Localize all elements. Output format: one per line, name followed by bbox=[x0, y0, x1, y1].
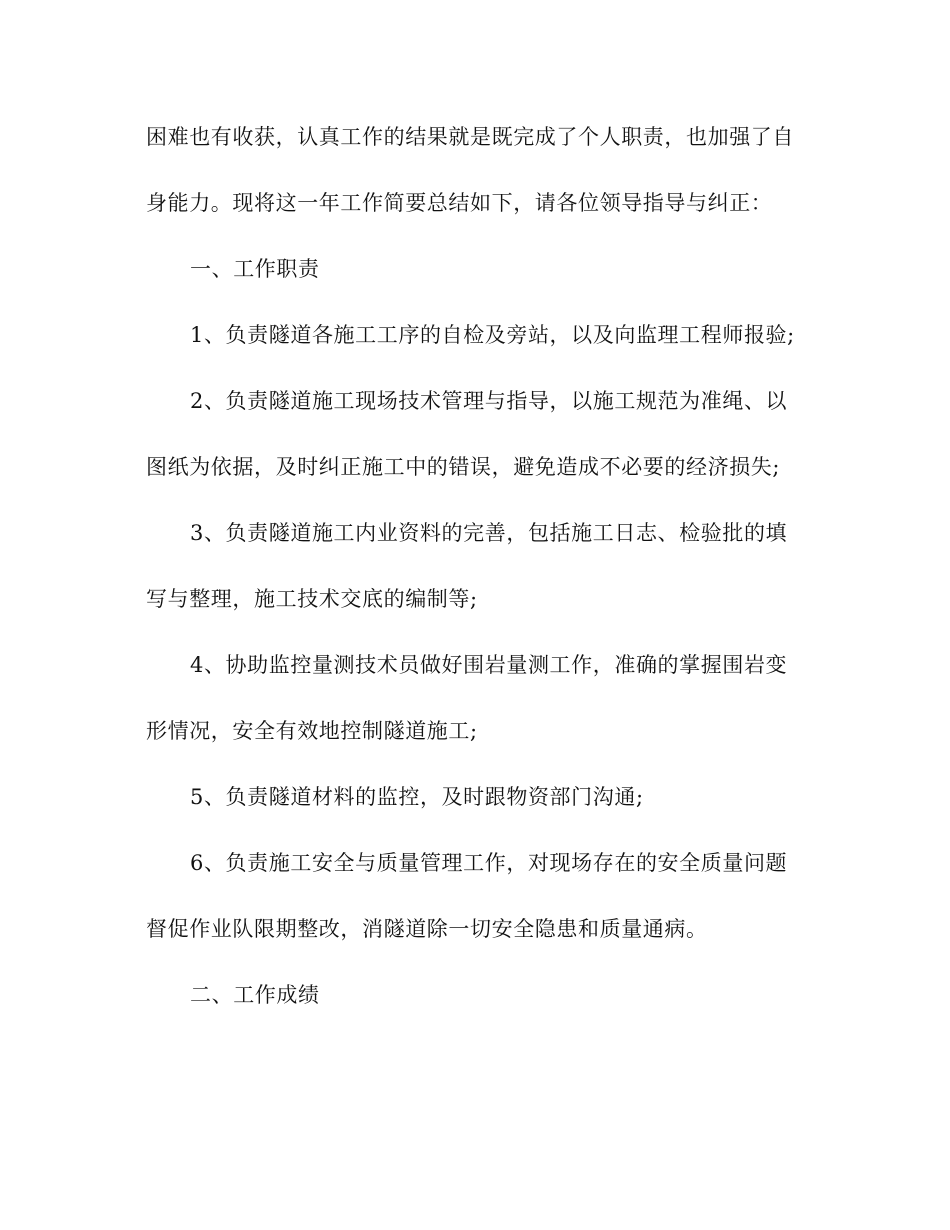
body-line-continuation: 困难也有收获，认真工作的结果就是既完成了个人职责，也加强了自 bbox=[146, 125, 794, 149]
list-item-4-continuation: 形情况，安全有效地控制隧道施工; bbox=[146, 719, 478, 743]
list-item-5: 5、负责隧道材料的监控，及时跟物资部门沟通; bbox=[190, 785, 644, 809]
list-item-2: 2、负责隧道施工现场技术管理与指导，以施工规范为准绳、以 bbox=[190, 389, 788, 413]
list-item-1: 1、负责隧道各施工工序的自检及旁站，以及向监理工程师报验; bbox=[190, 323, 795, 347]
list-item-4: 4、协助监控量测技术员做好围岩量测工作，准确的掌握围岩变 bbox=[190, 653, 788, 677]
section-heading-responsibilities: 一、工作职责 bbox=[190, 257, 320, 281]
body-line-continuation: 身能力。现将这一年工作简要总结如下，请各位领导指导与纠正： bbox=[146, 191, 773, 215]
list-item-3-continuation: 写与整理，施工技术交底的编制等; bbox=[146, 587, 478, 611]
list-item-6-continuation: 督促作业队限期整改，消隧道除一切安全隐患和质量通病。 bbox=[146, 917, 708, 941]
section-heading-achievements: 二、工作成绩 bbox=[190, 983, 320, 1007]
list-item-6: 6、负责施工安全与质量管理工作，对现场存在的安全质量问题 bbox=[190, 851, 788, 875]
list-item-2-continuation: 图纸为依据，及时纠正施工中的错误，避免造成不必要的经济损失; bbox=[146, 455, 781, 479]
list-item-3: 3、负责隧道施工内业资料的完善，包括施工日志、检验批的填 bbox=[190, 521, 788, 545]
document-body bbox=[146, 124, 806, 1048]
